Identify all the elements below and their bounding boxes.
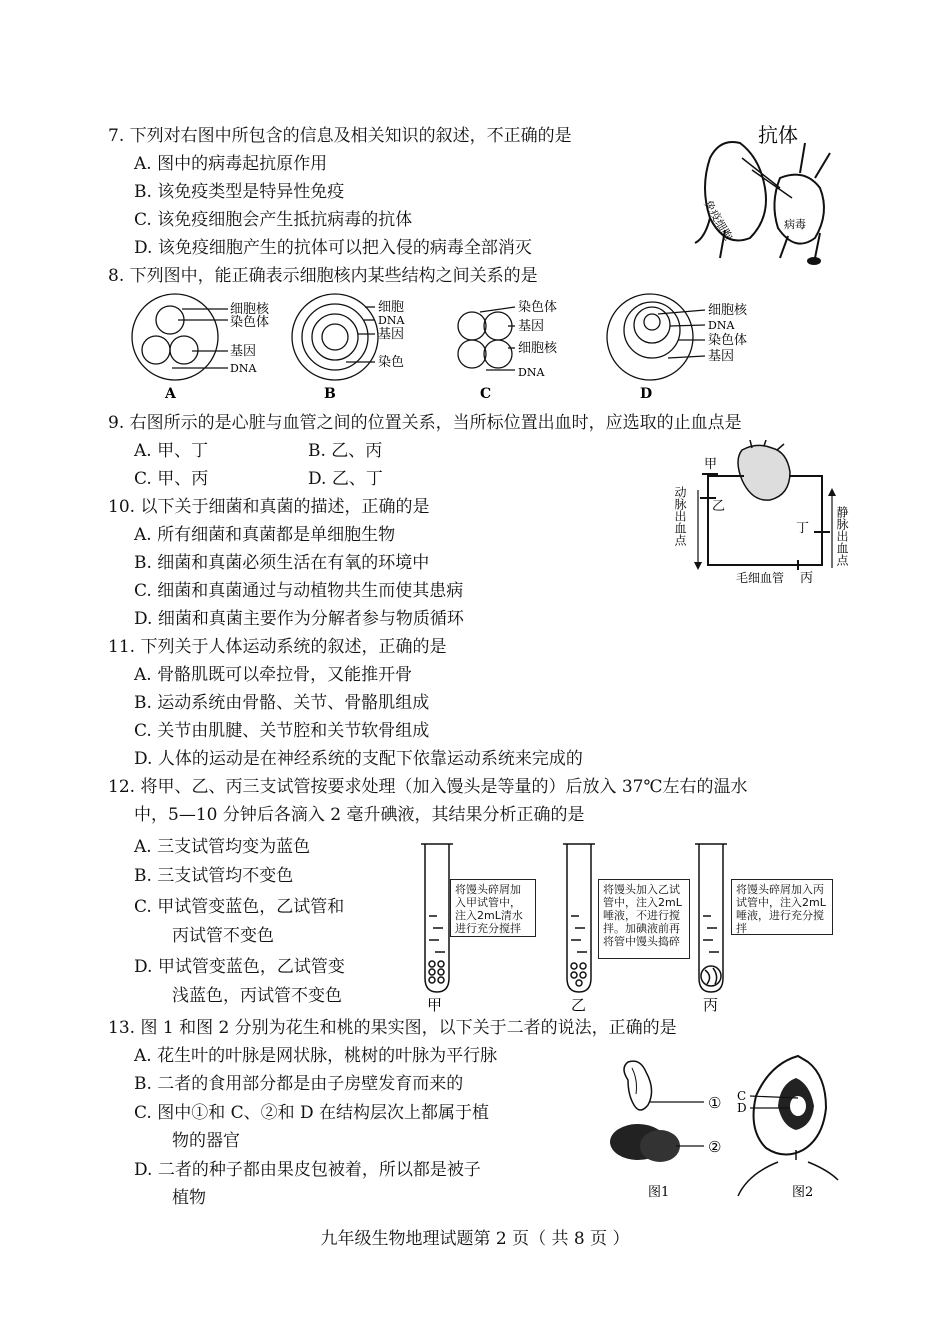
q11-option-c: C. 关节由肌腱、关节腔和关节软骨组成 bbox=[134, 721, 430, 741]
tube-jia bbox=[421, 844, 453, 992]
q7-option-c: C. 该免疫细胞会产生抵抗病毒的抗体 bbox=[134, 210, 413, 230]
peanut-drawing bbox=[610, 1061, 704, 1162]
q9-heart-vessel-figure bbox=[672, 440, 850, 590]
q9-option-a: A. 甲、丁 bbox=[134, 441, 209, 461]
q10-option-a: A. 所有细菌和真菌都是单细胞生物 bbox=[134, 525, 396, 545]
diagram-a-label-2: 染色体 bbox=[230, 315, 270, 330]
q12-option-b: B. 三支试管均不变色 bbox=[134, 866, 294, 886]
q12-stem-line1: 12. 将甲、乙、丙三支试管按要求处理（加入馒头是等量的）后放入 37℃左右的温水 bbox=[108, 777, 748, 797]
q11-option-a: A. 骨骼肌既可以牵拉骨，又能推开骨 bbox=[134, 665, 413, 685]
capillary-label: 毛细血管 bbox=[736, 571, 785, 585]
diagram-d-label-4: 基因 bbox=[708, 349, 735, 364]
diagram-d-letter: D bbox=[640, 386, 653, 402]
q12-stem-line2: 中，5—10 分钟后各滴入 2 毫升碘液，其结果分析正确的是 bbox=[134, 805, 585, 825]
q7-option-b: B. 该免疫类型是特异性免疫 bbox=[134, 182, 345, 202]
q11-option-d: D. 人体的运动是在神经系统的支配下依靠运动系统来完成的 bbox=[134, 749, 583, 769]
peach-drawing bbox=[738, 1056, 838, 1196]
marker-1: ① bbox=[708, 1094, 722, 1112]
diagram-d-label-1: 细胞核 bbox=[708, 303, 748, 318]
tube-jia-note: 将馒头碎屑加入甲试管中，注入2mL清水进行充分搅拌 bbox=[450, 879, 536, 937]
q12-option-c: C. 甲试管变蓝色，乙试管和 bbox=[134, 897, 345, 917]
q10-option-b: B. 细菌和真菌必须生活在有氧的环境中 bbox=[134, 553, 430, 573]
q13-option-d-cont: 植物 bbox=[172, 1188, 206, 1208]
q8-diagrams bbox=[120, 292, 780, 404]
marker-c: C bbox=[737, 1089, 747, 1103]
diagram-b-label-3: 基因 bbox=[378, 327, 405, 342]
diagram-a-label-4: DNA bbox=[230, 362, 257, 375]
label-bing: 丙 bbox=[800, 571, 814, 586]
diagram-c-letter: C bbox=[480, 386, 492, 402]
label-yi: 乙 bbox=[712, 499, 726, 514]
marker-d: D bbox=[737, 1101, 747, 1115]
diagram-b-letter: B bbox=[324, 386, 336, 402]
q9-option-b: B. 乙、丙 bbox=[308, 441, 383, 461]
tube-yi bbox=[563, 844, 595, 992]
diagram-b bbox=[292, 294, 378, 380]
q9-option-c: C. 甲、丙 bbox=[134, 469, 209, 489]
virus-label: 病毒 bbox=[784, 218, 806, 231]
tube-bing-label: 丙 bbox=[703, 996, 719, 1013]
q7-option-a: A. 图中的病毒起抗原作用 bbox=[134, 154, 328, 174]
vein-label: 静脉出血点 bbox=[835, 506, 849, 566]
diagram-d-label-3: 染色体 bbox=[708, 333, 748, 348]
tube-yi-note: 将馒头加入乙试管中，注入2mL唾液，不进行搅拌。加碘液前再将管中馒头捣碎 bbox=[598, 879, 690, 959]
immune-cell-label: 免疫细胞 bbox=[701, 198, 735, 243]
label-jia: 甲 bbox=[704, 457, 718, 472]
q11-stem: 11. 下列关于人体运动系统的叙述，正确的是 bbox=[108, 637, 447, 657]
diagram-b-label-1: 细胞 bbox=[378, 300, 405, 315]
antibody-label: 抗体 bbox=[758, 123, 798, 147]
q13-stem: 13. 图 1 和图 2 分别为花生和桃的果实图，以下关于二者的说法，正确的是 bbox=[108, 1018, 677, 1038]
q10-option-c: C. 细菌和真菌通过与动植物共生而使其患病 bbox=[134, 581, 464, 601]
artery-label: 动脉出血点 bbox=[673, 486, 687, 546]
q7-stem: 7. 下列对右图中所包含的信息及相关知识的叙述，不正确的是 bbox=[108, 126, 572, 146]
q9-option-d: D. 乙、丁 bbox=[308, 469, 383, 489]
q13-option-a: A. 花生叶的叶脉是网状脉，桃树的叶脉为平行脉 bbox=[134, 1046, 498, 1066]
diagram-a bbox=[132, 294, 228, 380]
fig1-caption: 图1 bbox=[648, 1185, 670, 1200]
q13-option-c-cont: 物的器官 bbox=[172, 1131, 240, 1151]
diagram-c bbox=[458, 307, 515, 370]
q7-option-d: D. 该免疫细胞产生的抗体可以把入侵的病毒全部消灭 bbox=[134, 238, 532, 258]
q13-option-d: D. 二者的种子都由果皮包被着，所以都是被子 bbox=[134, 1160, 481, 1180]
diagram-a-label-1: 细胞核 bbox=[230, 302, 270, 317]
diagram-a-letter: A bbox=[165, 386, 176, 402]
q10-stem: 10. 以下关于细菌和真菌的描述，正确的是 bbox=[108, 497, 430, 517]
diagram-b-label-4: 染色 bbox=[378, 355, 405, 370]
diagram-c-label-4: DNA bbox=[518, 366, 545, 379]
q8-stem: 8. 下列图中，能正确表示细胞核内某些结构之间关系的是 bbox=[108, 266, 538, 286]
diagram-a-label-3: 基因 bbox=[230, 344, 257, 359]
fig2-caption: 图2 bbox=[792, 1185, 814, 1200]
marker-2: ② bbox=[708, 1138, 722, 1156]
q11-option-b: B. 运动系统由骨骼、关节、骨骼肌组成 bbox=[134, 693, 430, 713]
q13-option-b: B. 二者的食用部分都是由子房壁发育而来的 bbox=[134, 1074, 464, 1094]
q12-option-d-cont: 浅蓝色，丙试管不变色 bbox=[172, 986, 342, 1006]
q13-fruit-figure bbox=[598, 1050, 843, 1205]
label-ding: 丁 bbox=[796, 521, 810, 536]
diagram-d-label-2: DNA bbox=[708, 319, 735, 332]
q12-option-a: A. 三支试管均变为蓝色 bbox=[134, 837, 311, 857]
tube-bing bbox=[695, 844, 727, 992]
diagram-c-label-2: 基因 bbox=[518, 319, 545, 334]
q12-option-d: D. 甲试管变蓝色，乙试管变 bbox=[134, 957, 345, 977]
diagram-d bbox=[607, 294, 705, 380]
q13-option-c: C. 图中①和 C、②和 D 在结构层次上都属于植 bbox=[134, 1103, 490, 1123]
tube-jia-label: 甲 bbox=[427, 996, 443, 1013]
q10-option-d: D. 细菌和真菌主要作为分解者参与物质循环 bbox=[134, 609, 464, 629]
q9-stem: 9. 右图所示的是心脏与血管之间的位置关系，当所标位置出血时，应选取的止血点是 bbox=[108, 413, 742, 433]
q7-immune-figure bbox=[680, 118, 850, 283]
diagram-c-label-1: 染色体 bbox=[518, 300, 558, 315]
diagram-c-label-3: 细胞核 bbox=[518, 341, 558, 356]
tube-bing-note: 将馒头碎屑加入丙试管中，注入2mL唾液，进行充分搅拌 bbox=[731, 879, 833, 935]
diagram-b-label-2: DNA bbox=[378, 314, 405, 327]
tube-yi-label: 乙 bbox=[571, 996, 587, 1013]
page-footer: 九年级生物地理试题第 2 页（ 共 8 页 ） bbox=[320, 1229, 630, 1249]
q12-option-c-cont: 丙试管不变色 bbox=[172, 926, 274, 946]
